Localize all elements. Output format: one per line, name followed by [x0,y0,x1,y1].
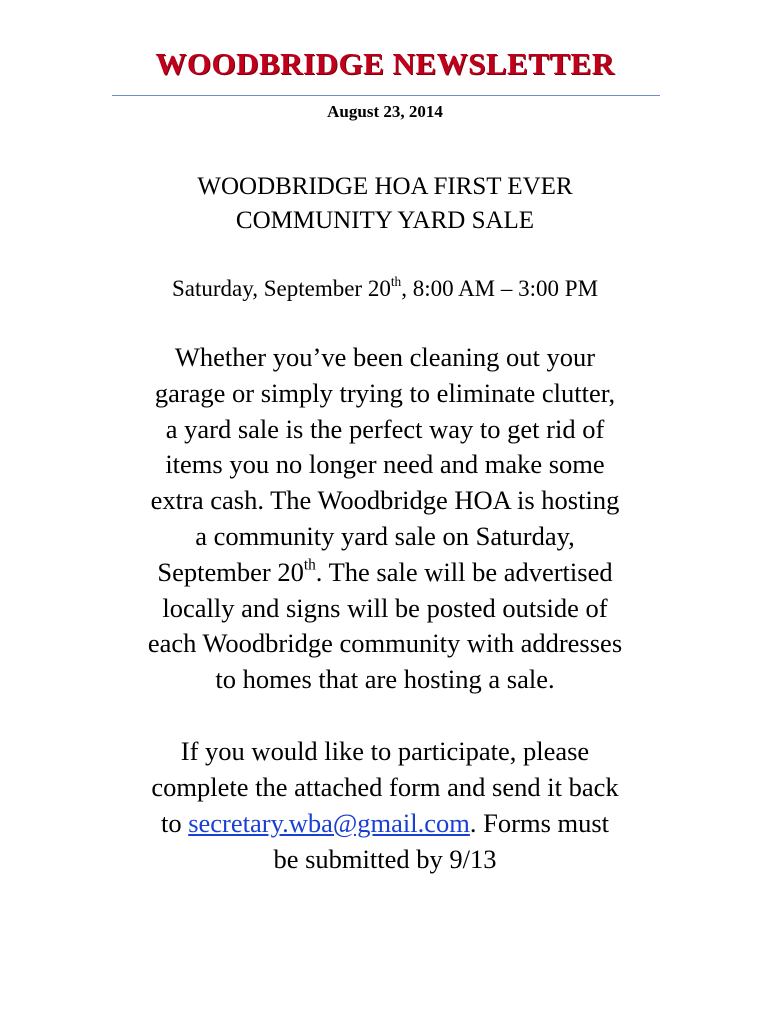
cta-line: If you would like to participate, please [180,736,590,766]
body-line: locally and signs will be posted outside of [162,592,608,623]
cta-line-text: . Forms must [469,808,610,838]
cta-line: be submitted by 9/13 [273,844,497,874]
participation-paragraph [95,733,675,877]
headline [0,170,770,238]
cta-line-text: to [160,808,189,838]
cta-line: complete the attached form and send it back [151,772,619,802]
body-line: a community yard sale on Saturday, [195,520,575,551]
body-line: garage or simply trying to eliminate clutter, [154,377,616,408]
body-line: items you no longer need and make some [165,449,605,480]
body-line-text: . The sale will be advertised [315,556,613,587]
newsletter-title: WOODBRIDGE NEWSLETTER [155,46,615,81]
email-link[interactable]: secretary.wba@gmail.com [188,808,470,838]
cta-line [95,805,675,841]
body-line: a yard sale is the perfect way to get rid of [165,413,605,444]
body-line: to homes that are hosting a sale. [215,664,555,695]
title-divider [112,95,660,96]
event-datetime [0,276,770,302]
body-line: Whether you’ve been cleaning out your [174,342,596,372]
event-time-text: , 8:00 AM – 3:00 PM [401,276,599,301]
body-line [95,555,675,591]
ordinal-suffix: th [390,274,402,289]
body-line: extra cash. The Woodbridge HOA is hosting [150,485,620,516]
headline-line: WOODBRIDGE HOA FIRST EVER [197,173,573,200]
newsletter-date: August 23, 2014 [327,102,443,121]
ordinal-suffix: th [303,556,316,574]
body-paragraph [95,340,675,698]
body-line-text: September 20 [157,556,304,587]
headline-line: COMMUNITY YARD SALE [235,207,535,234]
event-date-text: Saturday, September 20 [171,276,391,301]
body-line: each Woodbridge community with addresses [147,628,623,659]
